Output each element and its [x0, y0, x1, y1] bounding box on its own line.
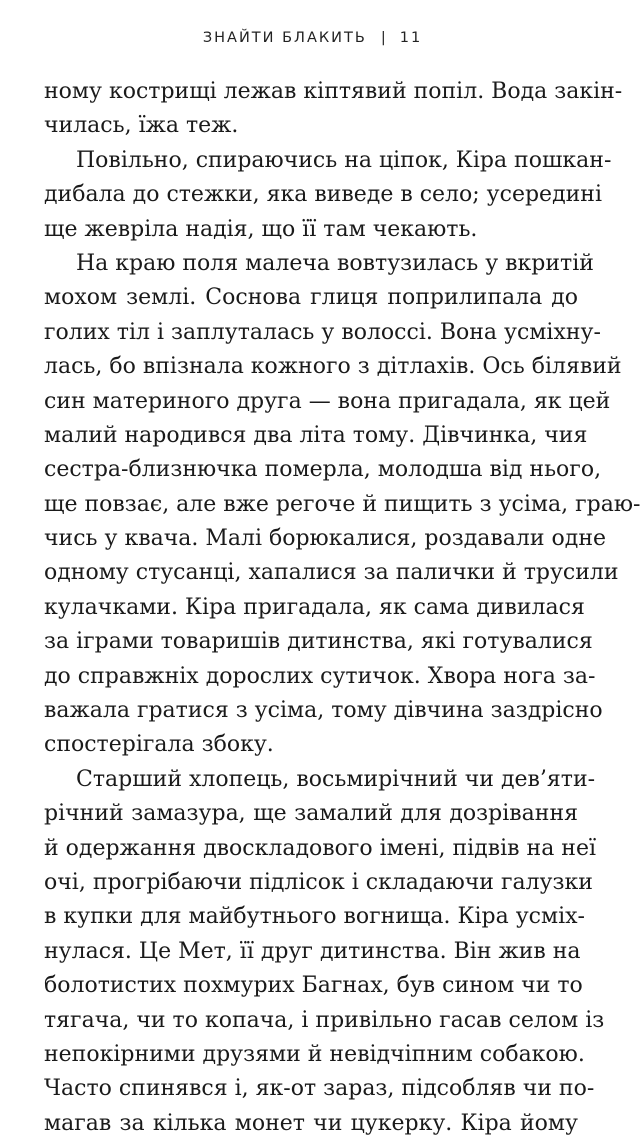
text-line: спостерігала збоку. — [44, 732, 274, 758]
text-line: кулачками. Кіра пригадала, як сама дивилася — [44, 594, 585, 620]
body-text — [44, 75, 640, 1141]
text-line: ще жевріла надія, що її там чекають. — [44, 216, 478, 242]
text-line: Повільно, спираючись на ціпок, Кіра пошкан- — [76, 147, 612, 173]
text-line: чилась, їжа теж. — [44, 113, 239, 139]
book-title: ЗНАЙТИ БЛАКИТЬ — [202, 30, 367, 46]
paragraph — [44, 75, 623, 144]
text-line: важала гратися з усіма, тому дівчина заздрісно — [44, 698, 603, 724]
text-line: Часто спинявся і, як-от зараз, підсобляв чи по- — [44, 1076, 595, 1102]
paragraph — [44, 144, 612, 247]
paragraph — [44, 247, 640, 763]
running-head — [0, 30, 625, 46]
text-line: малий народився два літа тому. Дівчинка, чия — [44, 422, 588, 448]
text-line: одному стусанці, хапалися за палички й трусили — [44, 560, 619, 586]
text-line: за іграми товаришів дитинства, які готувалися — [44, 629, 593, 655]
text-line: дибала до стежки, яка виведе в село; усередині — [44, 182, 602, 208]
text-line: мохом землі. Соснова глиця поприлипала до — [44, 285, 578, 311]
text-line: ному кострищі лежав кіптявий попіл. Вода закін- — [44, 79, 623, 104]
text-line: Старший хлопець, восьмирічний чи дев’яти- — [76, 766, 596, 792]
paragraph — [44, 763, 605, 1141]
text-line: магав за кілька монет чи цукерку. Кіра йому — [44, 1110, 578, 1136]
text-line: На краю поля малеча вовтузилась у вкритій — [76, 250, 594, 276]
text-line: ще повзає, але вже регоче й пищить з усіма, граю- — [44, 491, 640, 517]
text-line: очі, прогрібаючи підлісок і складаючи галузки — [44, 869, 593, 895]
text-line: непокірними друзями й невідчіпним собакою. — [44, 1041, 585, 1067]
text-line: болотистих похмурих Багнах, був сином чи то — [44, 973, 583, 999]
text-line: нулася. Це Мет, її друг дитинства. Він жив на — [44, 938, 581, 964]
text-line: в купки для майбутнього вогнища. Кіра усміх- — [44, 904, 585, 930]
text-line: голих тіл і заплуталась у волоссі. Вона усміхну- — [44, 319, 601, 345]
text-line: сестра-близнючка померла, молодша від нього, — [44, 457, 602, 483]
text-line: й одержання двоскладового імені, підвів на неї — [44, 835, 597, 861]
text-line: тягача, чи то копача, і привільно гасав селом із — [44, 1007, 605, 1033]
text-line: лась, бо впізнала кожного з дітлахів. Ось білявий — [44, 354, 622, 380]
text-line: до справжніх дорослих сутичок. Хвора нога за- — [44, 663, 596, 689]
page-number: 11 — [399, 30, 423, 46]
text-line: син материного друга — вона пригадала, як цей — [44, 388, 611, 414]
text-line: річний замазура, ще замалий для дозрівання — [44, 801, 578, 827]
text-line: чись у квача. Малі борюкалися, роздавали одне — [44, 526, 606, 552]
header-separator: | — [380, 30, 386, 46]
